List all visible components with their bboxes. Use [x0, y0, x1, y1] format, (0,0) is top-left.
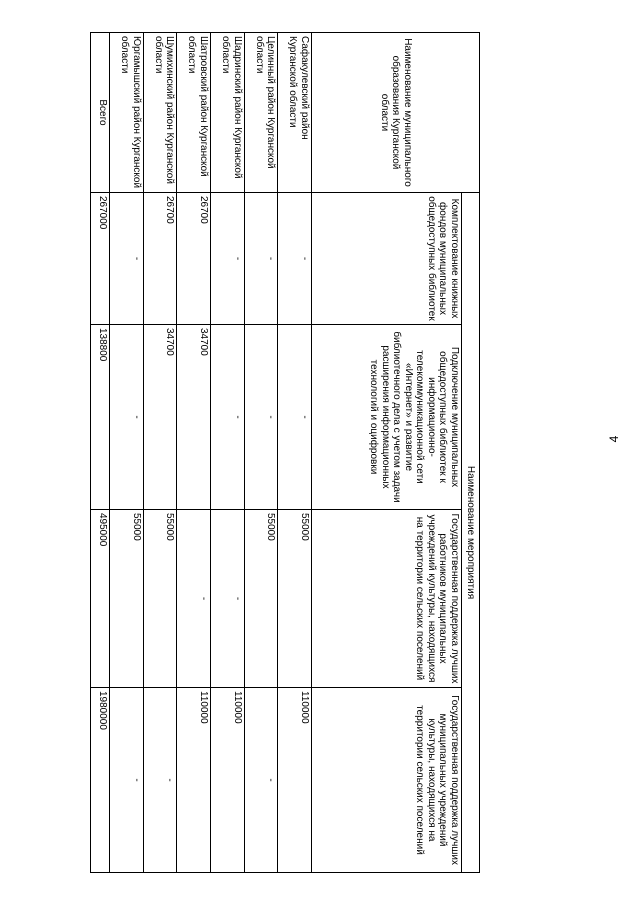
cell-value: 110000	[278, 688, 312, 873]
cell-value: 55000	[244, 510, 278, 688]
row-name: Юргамышский район Курганской области	[109, 33, 143, 193]
cell-value: -	[177, 510, 211, 688]
table-row	[244, 33, 278, 873]
total-label: Всего	[91, 33, 110, 193]
cell-value: 34700	[177, 325, 211, 510]
cell-value: 110000	[210, 688, 244, 873]
total-value: 138800	[91, 325, 110, 510]
row-name: Шатровский район Курганской области	[177, 33, 211, 193]
row-name: Целинный район Курганской области	[244, 33, 278, 193]
cell-value: 34700	[143, 325, 177, 510]
cell-value: -	[244, 325, 278, 510]
row-name: Шадринский район Курганской области	[210, 33, 244, 193]
municipality-column-header: Наименование муниципального образования Курганской области	[312, 33, 480, 193]
total-value: 1980000	[91, 688, 110, 873]
table-row	[143, 33, 177, 873]
column-header-book-funds: Комплектование книжных фондов муниципальных общедоступных библиотек	[312, 193, 462, 325]
total-row	[91, 33, 110, 873]
table-row	[278, 33, 312, 873]
row-name: Сафакулевский район Курганской области	[278, 33, 312, 193]
cell-value: -	[210, 325, 244, 510]
cell-value: -	[244, 688, 278, 873]
page-number: 4	[607, 435, 621, 443]
cell-value: 55000	[143, 510, 177, 688]
total-value: 267000	[91, 193, 110, 325]
measure-group-header: Наименование мероприятия	[462, 193, 480, 873]
cell-value: 26700	[143, 193, 177, 325]
cell-value: 55000	[109, 510, 143, 688]
row-name: Шумихинский район Курганской области	[143, 33, 177, 193]
cell-value: -	[109, 325, 143, 510]
column-header-support-workers: Государственная поддержка лучших работников муниципальных учреждений культуры, находящихся на территории сельских поселений	[312, 510, 462, 688]
cell-value: -	[109, 193, 143, 325]
cell-value: -	[109, 688, 143, 873]
table-row	[177, 33, 211, 873]
table-row	[210, 33, 244, 873]
total-value: 495000	[91, 510, 110, 688]
funding-table	[90, 32, 480, 873]
cell-value: -	[244, 193, 278, 325]
cell-value: -	[210, 510, 244, 688]
table-row	[109, 33, 143, 873]
column-header-support-institutions: Государственная поддержка лучших муниципальных учреждений культуры, находящихся на территории сельских поселений	[312, 688, 462, 873]
cell-value: -	[278, 325, 312, 510]
cell-value: 55000	[278, 510, 312, 688]
cell-value: -	[143, 688, 177, 873]
cell-value: -	[278, 193, 312, 325]
cell-value: 26700	[177, 193, 211, 325]
rotated-page-content	[90, 32, 480, 872]
cell-value: 110000	[177, 688, 211, 873]
column-header-internet-connection: Подключение муниципальных общедоступных библиотек к информационно-телекоммуникационной сети «Интернет» и развитие библиотечного дела с учетом задачи расширения информационных технологий и оцифровки	[312, 325, 462, 510]
cell-value: -	[210, 193, 244, 325]
